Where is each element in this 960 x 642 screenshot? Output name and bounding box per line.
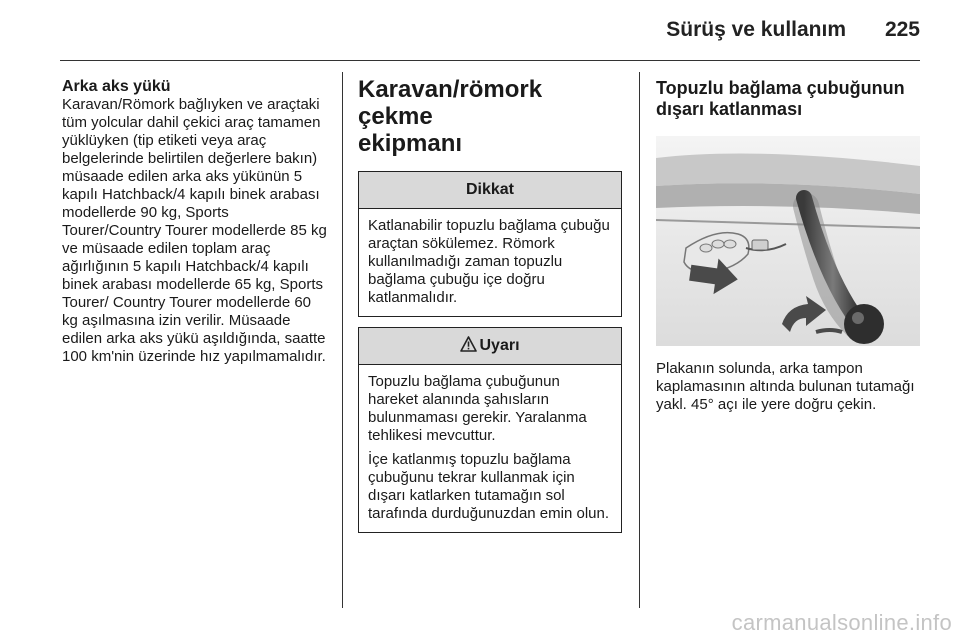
towing-heading-line2: ekipmanı (358, 130, 463, 157)
page-header (60, 16, 920, 46)
rear-axle-text: Karavan/Römork bağlıyken ve araçtaki tüm yolcular dahil çekici araç tamamen yüklüyken (tip etiketi veya araç belgelerinde belirtilen değerlere bakın) müsaade edilen arka aks yükünün 5 kapılı Hatchback/4 kapılı binek arabası modellerde 90 kg, Sports Tourer/Country Tourer modellerde 85 kg ve müsaade edilen toplam araç ağırlığının 5 kapılı Hatchback/4 kapılı binek arabası modellerde 65 kg, Sports Tourer/ Country Tourer modellerde 60 kg aşılmasına izin verilir. Müsaade edilen arka aks yükü aşıldığında, saatte 100 km'nin üzerinde hız yapılmamalıdır. (62, 96, 327, 365)
header-divider (60, 60, 920, 61)
fold-out-heading-line1: Topuzlu bağlama çubuğunun (656, 78, 905, 98)
column-rear-axle-load (62, 78, 330, 366)
warning-title: Uyarı (479, 337, 520, 354)
towing-equipment-heading (358, 76, 622, 157)
notice-body (359, 209, 621, 316)
tow-bar-illustration (656, 136, 920, 346)
warning-triangle-icon (460, 330, 477, 366)
warning-header (359, 328, 621, 365)
towing-heading-line1: Karavan/römork çekme (358, 76, 543, 130)
warning-text-2: İçe katlanmış topuzlu bağlama çubuğunu tekrar kullanmak için dışarı katlarken tutamağın sol tarafında durduğunuzdan emin olun. (368, 451, 610, 522)
warning-text-1: Topuzlu bağlama çubuğunun hareket alanında şahısların bulunmaması gerekir. Yaralanma tehlikesi mevcuttur. (368, 373, 587, 444)
warning-body (359, 365, 621, 532)
column-towing-equipment (358, 76, 622, 533)
column-divider-1 (342, 72, 343, 608)
watermark: carmanualsonline.info (731, 610, 952, 635)
page-number: 225 (884, 18, 920, 41)
column-divider-2 (639, 72, 640, 608)
section-title: Sürüş ve kullanım (666, 18, 846, 41)
warning-box (358, 327, 622, 533)
notice-title: Dikkat (359, 172, 621, 209)
fold-out-text: Plakanın solunda, arka tampon kaplamasının altında bulunan tutamağı yakl. 45° açı ile yere doğru çekin. (656, 360, 915, 413)
notice-box (358, 171, 622, 317)
column-fold-out (656, 78, 920, 414)
rear-axle-heading: Arka aks yükü (62, 78, 171, 95)
notice-text: Katlanabilir topuzlu bağlama çubuğu araçtan sökülemez. Römork kullanılmadığı zaman topuzlu bağlama çubuğu içe doğru katlanmalıdır. (368, 217, 610, 306)
fold-out-heading (656, 78, 920, 120)
fold-out-heading-line2: dışarı katlanması (656, 99, 803, 119)
